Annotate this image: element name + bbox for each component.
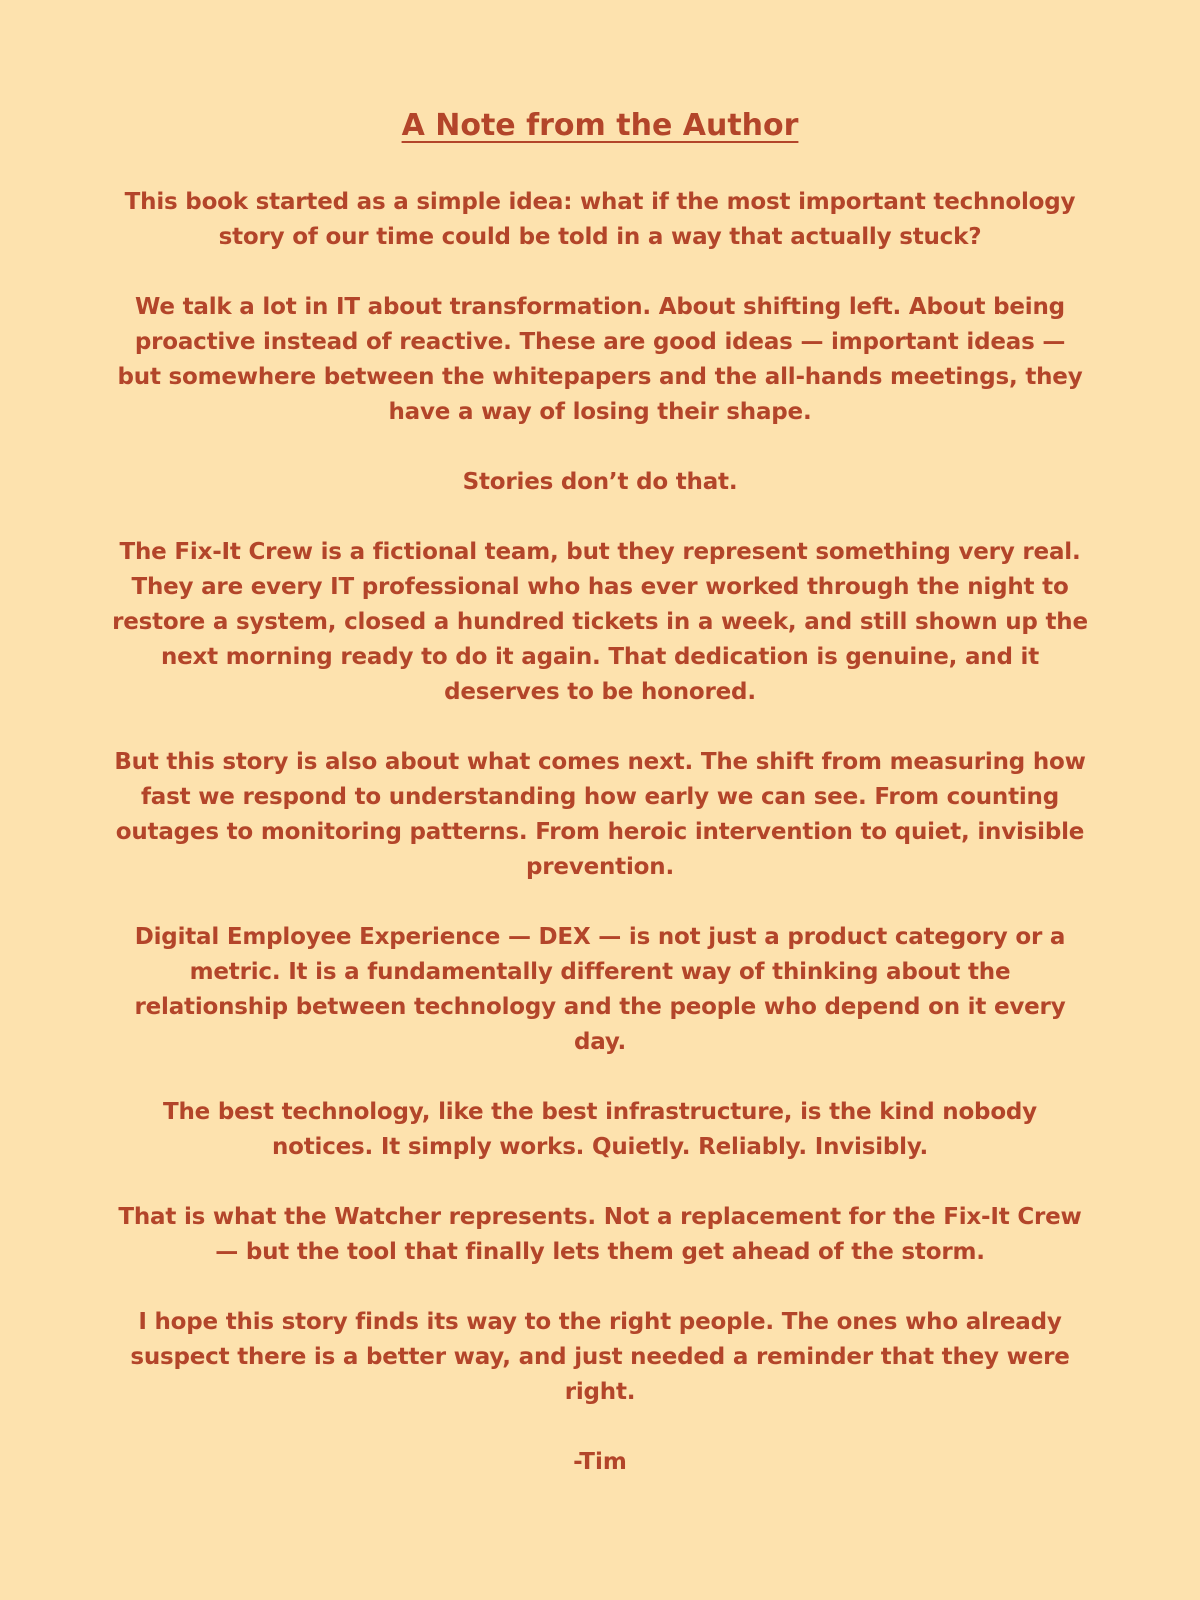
paragraph-fix-it-crew: The Fix-It Crew is a fictional team, but they represent something very real. They are every IT professional who has ever worked through the night to restore a system, closed a hundred tickets in a week, and still shown up the next morning ready to do it again. That dedication is genuine, and it deserves to be honored.: [112, 539, 1088, 705]
page-title: A Note from the Author: [401, 108, 799, 143]
paragraph-hope: I hope this story finds its way to the right people. The ones who already suspect there is a better way, and just needed a reminder that they were right.: [130, 1309, 1070, 1405]
paragraph-dex: Digital Employee Experience — DEX — is not just a product category or a metric. It is a fundamentally different way of thinking about the relationship between technology and the people who depend on it every day.: [134, 924, 1066, 1055]
paragraph-intro: This book started as a simple idea: what if the most important technology story of our time could be told in a way that actually stuck?: [124, 189, 1076, 250]
paragraph-transformation: We talk a lot in IT about transformation. About shifting left. About being proactive instead of reactive. These are good ideas — important ideas — but somewhere between the whitepapers and the all-hands meetings, they have a way of losing their shape.: [117, 294, 1083, 425]
signature: -Tim: [573, 1449, 627, 1475]
paragraph-what-comes-next: But this story is also about what comes next. The shift from measuring how fast we respond to understanding how early we can see. From counting outages to monitoring patterns. From heroic intervention to quiet, invisible prevention.: [114, 749, 1086, 880]
paragraph-best-technology: The best technology, like the best infrastructure, is the kind nobody notices. It simply works. Quietly. Reliably. Invisibly.: [163, 1099, 1037, 1160]
paragraph-stories: Stories don’t do that.: [462, 469, 738, 495]
paragraph-watcher: That is what the Watcher represents. Not a replacement for the Fix-It Crew — but the tool that finally lets them get ahead of the storm.: [118, 1204, 1082, 1265]
